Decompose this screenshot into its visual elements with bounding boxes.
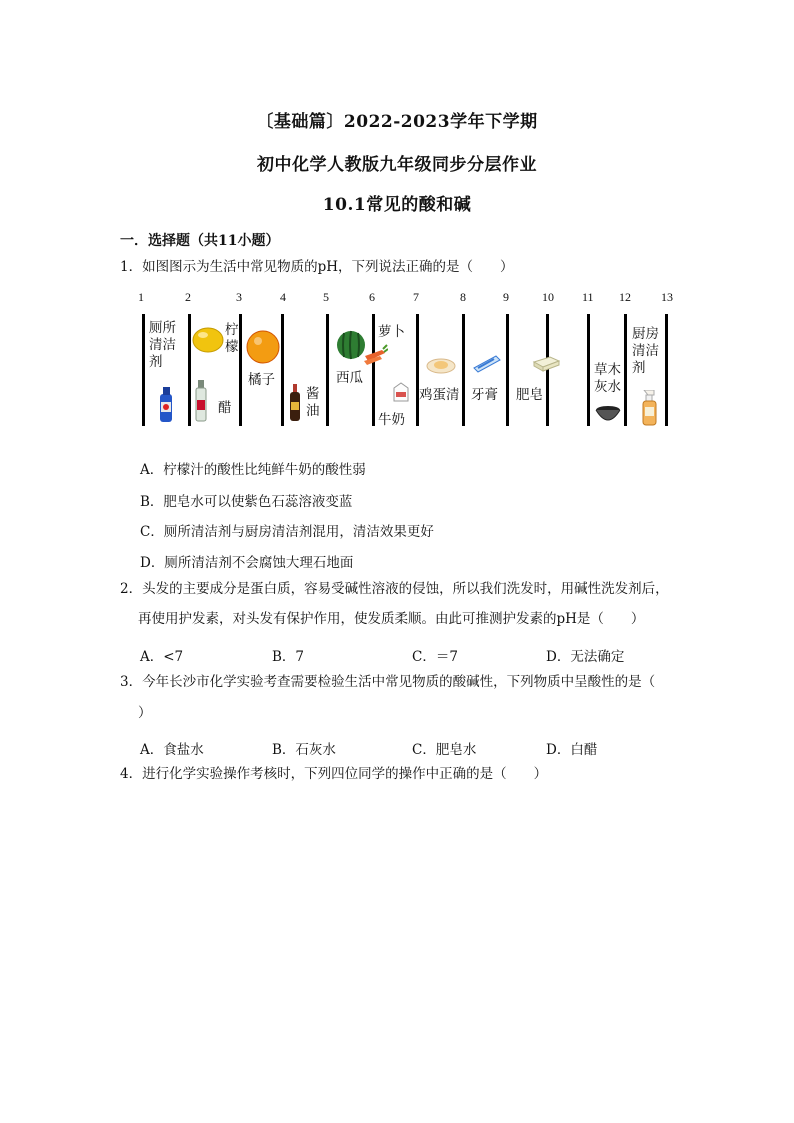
ph-scale-divider bbox=[188, 314, 191, 426]
question-3-stem-line2: ） bbox=[138, 705, 152, 721]
question-3-stem-line1: 3．今年长沙市化学实验考查需要检验生活中常见物质的酸碱性，下列物质中呈酸性的是（ bbox=[120, 674, 656, 690]
ph-number: 10 bbox=[542, 290, 554, 304]
ph-number: 12 bbox=[619, 290, 631, 304]
ph-scale-divider bbox=[665, 314, 668, 426]
ph-scale-divider bbox=[281, 314, 284, 426]
question-1-option-c: C．厕所清洁剂与厨房清洁剂混用，清洁效果更好 bbox=[140, 524, 434, 540]
ph-scale-divider bbox=[587, 314, 590, 426]
label-orange: 橘子 bbox=[248, 372, 275, 388]
question-2-option-b: B．7 bbox=[272, 649, 305, 665]
ph-scale-divider bbox=[506, 314, 509, 426]
toilet-cleaner-bottle-icon bbox=[156, 386, 176, 424]
question-2-option-a: A．<7 bbox=[140, 649, 184, 665]
toothpaste-icon bbox=[472, 352, 502, 374]
question-2-option-d: D．无法确定 bbox=[546, 649, 625, 665]
ph-scale-divider bbox=[372, 314, 375, 426]
egg-white-icon bbox=[426, 354, 456, 374]
question-1-option-a: A．柠檬汁的酸性比纯鲜牛奶的酸性弱 bbox=[140, 462, 366, 478]
label-lemon: 柠檬 bbox=[225, 322, 239, 355]
ph-number: 5 bbox=[323, 290, 329, 304]
question-3-option-a: A．食盐水 bbox=[140, 742, 204, 758]
ph-number: 8 bbox=[460, 290, 466, 304]
question-1-option-b: B．肥皂水可以使紫色石蕊溶液变蓝 bbox=[140, 494, 353, 510]
vinegar-bottle-icon bbox=[194, 380, 208, 422]
label-soap: 肥皂 bbox=[516, 387, 543, 403]
soy-sauce-bottle-icon bbox=[288, 384, 302, 422]
lemon-icon bbox=[192, 326, 224, 354]
milk-carton-icon bbox=[392, 382, 410, 402]
ph-number: 6 bbox=[369, 290, 375, 304]
question-1-stem: 1．如图图示为生活中常见物质的pH，下列说法正确的是（ ） bbox=[120, 259, 514, 275]
doc-title-line2: 初中化学人教版九年级同步分层作业 bbox=[257, 155, 537, 175]
label-watermelon: 西瓜 bbox=[336, 370, 363, 386]
ph-scale-divider bbox=[462, 314, 465, 426]
ph-number: 9 bbox=[503, 290, 509, 304]
ph-number: 2 bbox=[185, 290, 191, 304]
label-kitchen-cleaner: 厨房清洁剂 bbox=[632, 326, 659, 376]
label-radish: 萝卜 bbox=[378, 324, 405, 340]
ph-scale-divider bbox=[624, 314, 627, 426]
label-egg-white: 鸡蛋清 bbox=[419, 387, 460, 403]
question-3-option-b: B．石灰水 bbox=[272, 742, 336, 758]
ph-scale-divider bbox=[416, 314, 419, 426]
ash-water-bowl-icon bbox=[594, 404, 622, 426]
ph-scale-divider bbox=[142, 314, 145, 426]
label-soy-sauce: 酱油 bbox=[306, 386, 320, 419]
question-2-option-c: C．＝7 bbox=[412, 649, 458, 665]
question-4-stem: 4．进行化学实验操作考核时，下列四位同学的操作中正确的是（ ） bbox=[120, 766, 548, 782]
doc-title-line1: 〔基础篇〕2022-2023学年下学期 bbox=[256, 112, 538, 132]
ph-number: 7 bbox=[413, 290, 419, 304]
section-heading: 一．选择题（共11小题） bbox=[120, 233, 280, 249]
label-plant-ash-water: 草木灰水 bbox=[594, 362, 621, 395]
orange-icon bbox=[246, 330, 280, 364]
soap-icon bbox=[532, 354, 560, 372]
radish-icon bbox=[362, 344, 388, 366]
question-2-stem-line1: 2．头发的主要成分是蛋白质，容易受碱性溶液的侵蚀，所以我们洗发时，用碱性洗发剂后， bbox=[120, 581, 669, 597]
ph-number: 4 bbox=[280, 290, 286, 304]
question-3-option-c: C．肥皂水 bbox=[412, 742, 477, 758]
doc-title-line3: 10.1常见的酸和碱 bbox=[322, 195, 472, 215]
question-1-option-d: D．厕所清洁剂不会腐蚀大理石地面 bbox=[140, 555, 354, 571]
ph-number: 11 bbox=[582, 290, 594, 304]
label-toothpaste: 牙膏 bbox=[471, 387, 498, 403]
ph-number: 13 bbox=[661, 290, 673, 304]
question-2-stem-line2: 再使用护发素，对头发有保护作用，使发质柔顺。由此可推测护发素的pH是（ ） bbox=[138, 611, 645, 627]
kitchen-cleaner-spray-icon bbox=[640, 390, 660, 426]
question-3-option-d: D．白醋 bbox=[546, 742, 598, 758]
label-toilet-cleaner: 厕所清洁剂 bbox=[149, 320, 176, 370]
ph-number: 1 bbox=[138, 290, 144, 304]
label-milk: 牛奶 bbox=[378, 412, 405, 428]
ph-scale-figure bbox=[130, 290, 690, 440]
label-vinegar: 醋 bbox=[218, 400, 232, 416]
ph-number: 3 bbox=[236, 290, 242, 304]
ph-scale-divider bbox=[326, 314, 329, 426]
